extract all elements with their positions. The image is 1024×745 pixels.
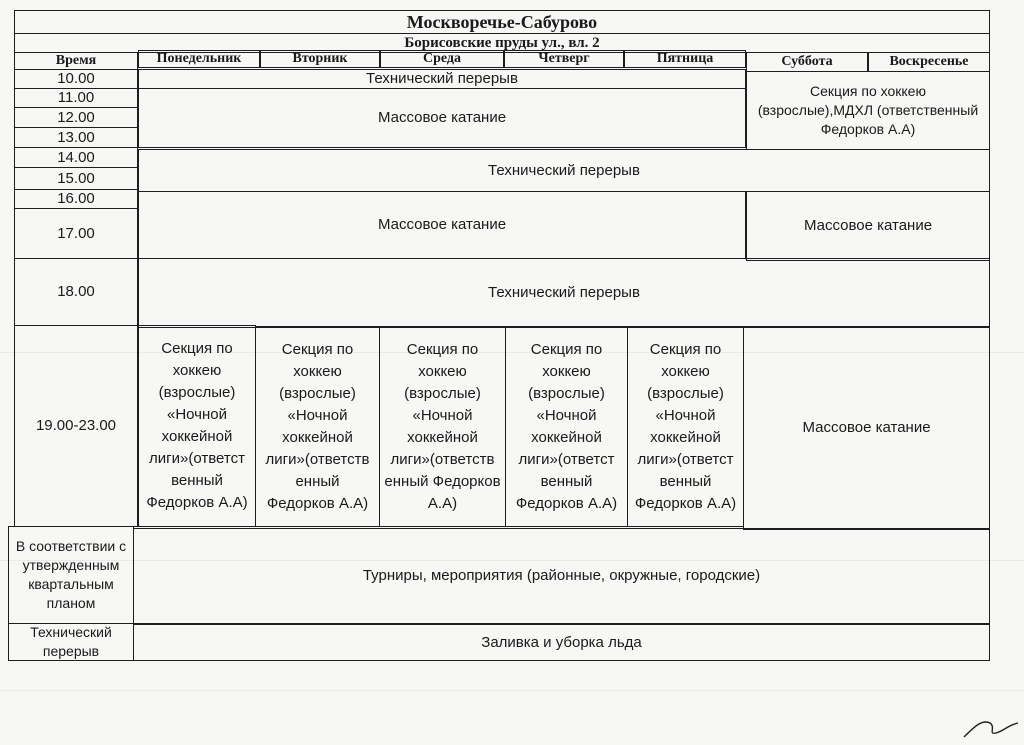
ice-maintenance: Заливка и уборка льда	[133, 624, 990, 661]
time-cell: 13.00	[14, 127, 138, 148]
time-cell: 17.00	[14, 208, 138, 259]
weekend-skating-19-23: Массовое катание	[743, 326, 990, 530]
time-cell: 10.00	[14, 69, 138, 89]
col-header-time: Время	[14, 52, 138, 70]
night-league-wednesday: Секция по хоккею (взрослые) «Ночной хоккейной лиги»(ответств енный Федорков А.А)	[379, 326, 506, 527]
night-league-tuesday: Секция по хоккею (взрослые) «Ночной хоккейной лиги»(ответств енный Федорков А.А)	[255, 326, 380, 527]
weekend-skating-16-17: Массовое катание	[746, 191, 990, 261]
time-cell: 11.00	[14, 88, 138, 108]
weekday-tech-break-10: Технический перерыв	[138, 69, 746, 89]
plan-label: В соответствии с утвержденным квартальным планом	[8, 526, 134, 624]
time-cell: 18.00	[14, 258, 138, 326]
night-league-thursday: Секция по хоккею (взрослые) «Ночной хоккейной лиги»(ответст венный Федорков А.А)	[505, 326, 628, 527]
col-header-monday: Понедельник	[138, 50, 260, 68]
tech-break-18: Технический перерыв	[138, 258, 990, 328]
plan-events: Турниры, мероприятия (районные, окружные, городские)	[133, 528, 990, 624]
time-cell: 16.00	[14, 189, 138, 209]
weekday-skating-11-13: Массовое катание	[138, 88, 746, 148]
col-header-saturday: Суббота	[746, 52, 868, 72]
time-cell: 15.00	[14, 167, 138, 190]
night-league-monday: Секция по хоккею (взрослые) «Ночной хоккейной лиги»(ответст венный Федорков А.А)	[138, 325, 256, 527]
address-line: Борисовские пруды ул., вл. 2	[14, 33, 990, 53]
scan-line	[0, 690, 1024, 691]
col-header-friday: Пятница	[624, 50, 746, 68]
signature-mark	[960, 713, 1020, 741]
col-header-tuesday: Вторник	[260, 50, 380, 68]
col-header-sunday: Воскресенье	[868, 52, 990, 72]
time-cell: 12.00	[14, 107, 138, 128]
weekday-skating-16-17: Массовое катание	[138, 191, 746, 259]
time-cell: 14.00	[14, 147, 138, 168]
tech-break-14-15: Технический перерыв	[138, 149, 990, 192]
schedule-title: Москворечье-Сабурово	[14, 10, 990, 34]
col-header-thursday: Четверг	[504, 50, 624, 68]
night-league-friday: Секция по хоккею (взрослые) «Ночной хоккейной лиги»(ответст венный Федорков А.А)	[627, 326, 744, 527]
tech-break-label: Технический перерыв	[8, 623, 134, 661]
time-cell: 19.00-23.00	[14, 325, 138, 527]
col-header-wednesday: Среда	[380, 50, 504, 68]
weekend-hockey-section: Секция по хоккею (взрослые),МДХЛ (ответственный Федорков А.А)	[746, 71, 990, 150]
